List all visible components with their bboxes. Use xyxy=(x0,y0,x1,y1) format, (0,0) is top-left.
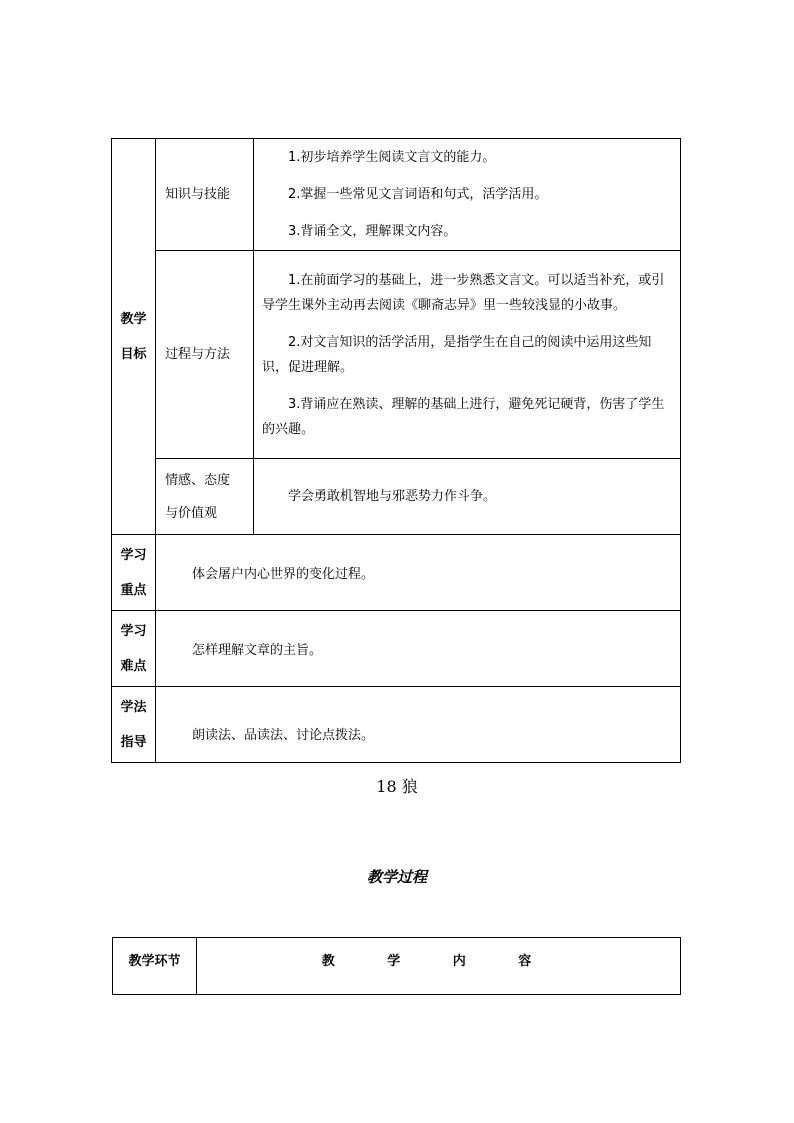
table-row xyxy=(112,459,681,535)
emotion-values-content xyxy=(254,459,681,535)
method-label-cell xyxy=(112,687,156,763)
knowledge-skills-content xyxy=(254,139,681,251)
emotion-label-line-2: 与价值观 xyxy=(165,505,218,521)
table-row xyxy=(112,535,681,611)
emotion-label-line-1: 情感、态度 xyxy=(165,472,231,488)
process-method-label: 过程与方法 xyxy=(156,251,254,459)
table-row xyxy=(112,251,681,459)
table-row xyxy=(112,687,681,763)
table-row xyxy=(113,938,681,995)
focus-label-line-1: 学习 xyxy=(120,547,147,563)
process-method-content xyxy=(254,251,681,459)
list-item: 2.对文言知识的活学活用，是指学生在自己的阅读中运用这些知识，促进理解。 xyxy=(262,334,652,375)
method-label-line-2: 指导 xyxy=(120,734,147,750)
knowledge-skills-label: 知识与技能 xyxy=(156,139,254,251)
teaching-process-table xyxy=(112,937,681,995)
method-label-line-1: 学法 xyxy=(120,699,147,715)
table-row xyxy=(112,611,681,687)
list-item: 1.初步培养学生阅读文言文的能力。 xyxy=(288,150,496,165)
difficulty-label-line-2: 难点 xyxy=(120,658,147,674)
process-stage-header: 教学环节 xyxy=(113,938,197,995)
category-line-1: 教学 xyxy=(120,311,147,327)
emotion-values-label xyxy=(156,459,254,535)
category-line-2: 目标 xyxy=(120,346,147,362)
table-row xyxy=(112,139,681,251)
objectives-category-cell xyxy=(112,139,156,535)
list-item: 学会勇敢机智地与邪恶势力作斗争。 xyxy=(288,489,497,504)
section-title: 教学过程 xyxy=(366,868,427,886)
process-content-header: 教 学 内 容 xyxy=(197,938,681,995)
difficulty-content: 怎样理解文章的主旨。 xyxy=(156,611,681,687)
focus-content: 体会屠户内心世界的变化过程。 xyxy=(156,535,681,611)
method-content: 朗读法、品读法、讨论点拨法。 xyxy=(156,687,681,763)
list-item: 1.在前面学习的基础上，进一步熟悉文言文。可以适当补充，或引导学生课外主动再去阅读《聊斋志异》里一些较浅显的小故事。 xyxy=(262,272,665,313)
list-item: 3.背诵全文，理解课文内容。 xyxy=(288,224,457,239)
list-item: 2.掌握一些常见文言词语和句式，活学活用。 xyxy=(288,187,548,202)
focus-label-line-2: 重点 xyxy=(120,582,147,598)
list-item: 3.背诵应在熟读、理解的基础上进行，避免死记硬背，伤害了学生的兴趣。 xyxy=(262,396,665,437)
difficulty-label-cell xyxy=(112,611,156,687)
difficulty-label-line-1: 学习 xyxy=(120,623,147,639)
lesson-title: 18 狼 xyxy=(376,777,418,796)
teaching-objectives-table xyxy=(111,138,681,763)
focus-label-cell xyxy=(112,535,156,611)
